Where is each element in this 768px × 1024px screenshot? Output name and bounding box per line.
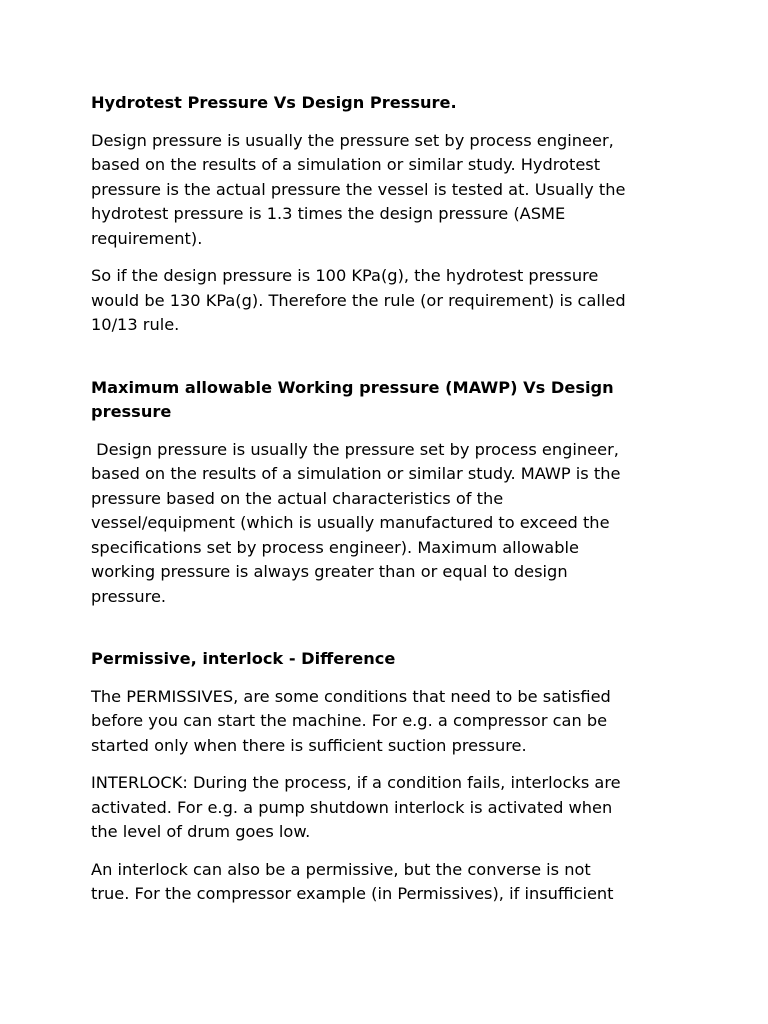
text-line: So if the design pressure is 100 KPa(g), the hydrotest pressure xyxy=(91,266,599,285)
paragraph-mawp xyxy=(91,438,681,610)
text-line: hydrotest pressure is 1.3 times the design pressure (ASME xyxy=(91,204,566,223)
text-line: pressure. xyxy=(91,586,167,606)
heading-line: Hydrotest Pressure Vs Design Pressure. xyxy=(91,93,457,112)
text-line: would be 130 KPa(g). Therefore the rule (or requirement) is called xyxy=(91,290,626,310)
section-heading-permissive-interlock xyxy=(91,647,681,672)
paragraph-hydrotest-example xyxy=(91,264,681,338)
text-line: Design pressure is usually the pressure set by process engineer, xyxy=(91,130,614,150)
text-line: true. For the compressor example (in Permissives), if insufficient xyxy=(91,884,614,903)
heading-line: pressure xyxy=(91,402,172,421)
section-heading-hydrotest xyxy=(91,91,681,116)
heading-line: Permissive, interlock - Difference xyxy=(91,649,396,668)
text-line: working pressure is always greater than or equal to design xyxy=(91,562,568,581)
text-line: pressure based on the actual characteristics of the xyxy=(91,488,504,508)
text-line: started only when there is sufficient suction pressure. xyxy=(91,735,527,755)
heading-line: Maximum allowable Working pressure (MAWP) Vs Design xyxy=(91,377,614,397)
text-line: before you can start the machine. For e.g. a compressor can be xyxy=(91,711,608,730)
text-line: activated. For e.g. a pump shutdown interlock is activated when xyxy=(91,797,613,817)
text-line: requirement). xyxy=(91,228,203,248)
paragraph-interlock-permissive xyxy=(91,858,681,907)
text-line: INTERLOCK: During the process, if a condition fails, interlocks are xyxy=(91,773,621,792)
text-line: based on the results of a simulation or similar study. MAWP is the xyxy=(91,464,621,483)
text-line: 10/13 rule. xyxy=(91,315,180,334)
text-line: pressure is the actual pressure the vessel is tested at. Usually the xyxy=(91,179,626,199)
paragraph-interlock xyxy=(91,771,681,845)
paragraph-permissives xyxy=(91,685,681,759)
document-content xyxy=(91,91,681,907)
text-line: based on the results of a simulation or similar study. Hydrotest xyxy=(91,155,601,174)
paragraph-design-pressure xyxy=(91,129,681,252)
text-line: Design pressure is usually the pressure set by process engineer, xyxy=(91,439,619,459)
text-line: specifications set by process engineer). Maximum allowable xyxy=(91,537,579,557)
text-line: An interlock can also be a permissive, but the converse is not xyxy=(91,859,591,879)
text-line: The PERMISSIVES, are some conditions that need to be satisfied xyxy=(91,686,611,706)
section-heading-mawp xyxy=(91,376,681,425)
text-line: vessel/equipment (which is usually manufactured to exceed the xyxy=(91,513,610,532)
text-line: the level of drum goes low. xyxy=(91,822,311,841)
